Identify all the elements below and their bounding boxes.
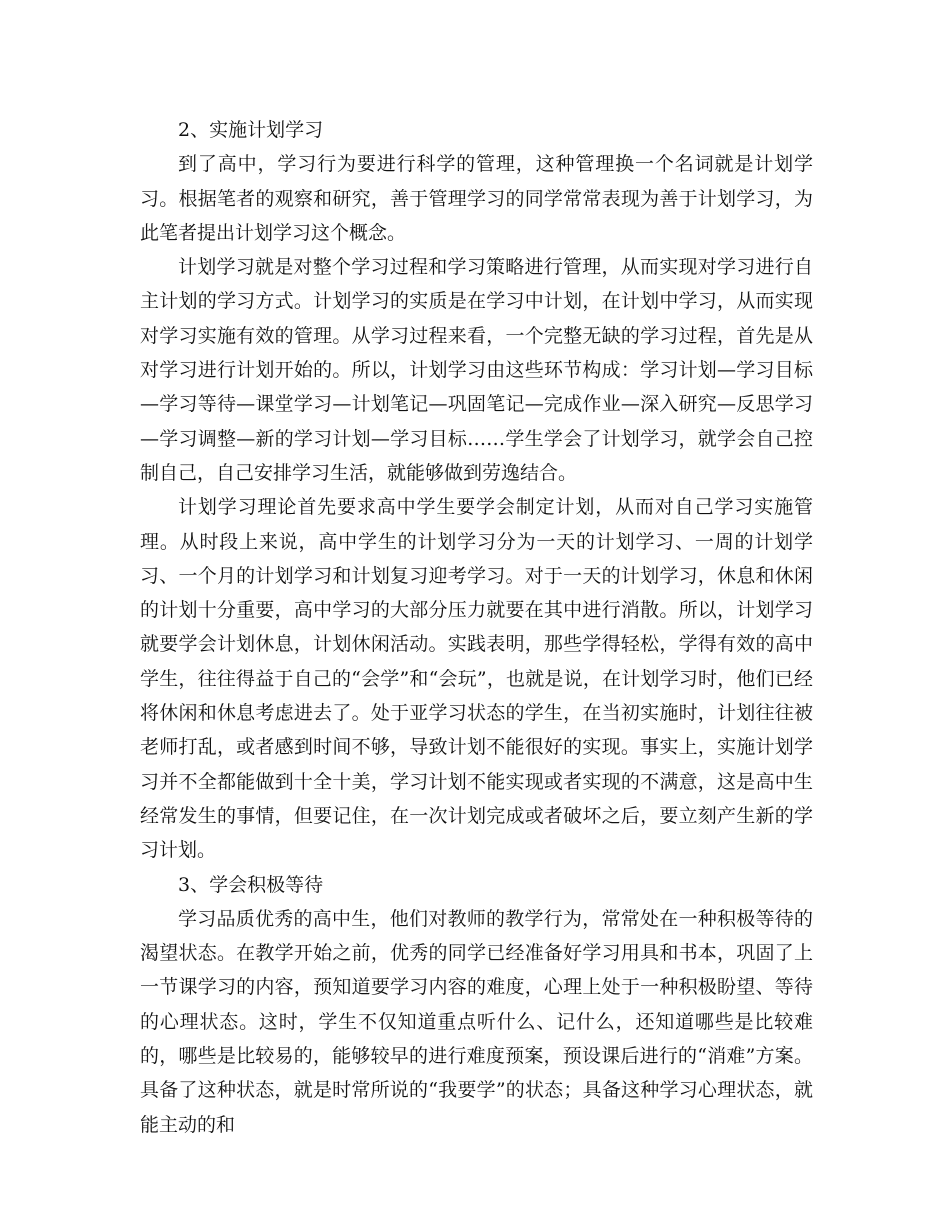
document-page — [140, 113, 813, 1142]
paragraph-3: 计划学习理论首先要求高中学生要学会制定计划，从而对自己学习实施管理。从时段上来说，高中学生的计划学习分为一天的计划学习、一周的计划学习、一个月的计划学习和计划复习迎考学习。对于一天的计划学习，休息和休闲的计划十分重要，高中学习的大部分压力就要在其中进行消散。所以，计划学习就要学会计划休息，计划休闲活动。实践表明，那些学得轻松，学得有效的高中学生，往往得益于自己的“会学”和“会玩”，也就是说，在计划学习时，他们已经将休闲和休息考虑进去了。处于亚学习状态的学生，在当初实施时，计划往往被老师打乱，或者感到时间不够，导致计划不能很好的实现。事实上，实施计划学习并不全都能做到十全十美，学习计划不能实现或者实现的不满意，这是高中生经常发生的事情，但要记住，在一次计划完成或者破坏之后，要立刻产生新的学习计划。 — [140, 496, 813, 862]
section-heading-3: 3、学会积极等待 — [178, 873, 324, 896]
paragraph-1: 到了高中，学习行为要进行科学的管理，这种管理换一个名词就是计划学习。根据笔者的观察和研究，善于管理学习的同学常常表现为善于计划学习，为此笔者提出计划学习这个概念。 — [140, 153, 813, 244]
section-heading-2: 2、实施计划学习 — [178, 119, 324, 141]
paragraph-2: 计划学习就是对整个学习过程和学习策略进行管理，从而实现对学习进行自主计划的学习方式。计划学习的实质是在学习中计划，在计划中学习，从而实现对学习实施有效的管理。从学习过程来看，一个完整无缺的学习过程，首先是从对学习进行计划开始的。所以，计划学习由这些环节构成：学习计划—学习目标—学习等待—课堂学习—计划笔记—巩固笔记—完成作业—深入研究—反思学习—学习调整—新的学习计划—学习目标……学生学会了计划学习，就学会自己控制自己，自己安排学习生活，就能够做到劳逸结合。 — [140, 256, 813, 484]
paragraph-4: 学习品质优秀的高中生，他们对教师的教学行为，常常处在一种积极等待的渴望状态。在教学开始之前，优秀的同学已经准备好学习用具和书本，巩固了上一节课学习的内容，预知道要学习内容的难度，心理上处于一种积极盼望、等待的心理状态。这时，学生不仅知道重点听什么、记什么，还知道哪些是比较难的，哪些是比较易的，能够较早的进行难度预案，预设课后进行的“消难”方案。具备了这种状态，就是时常所说的“我要学”的状态；具备这种学习心理状态，就能主动的和 — [140, 907, 813, 1136]
